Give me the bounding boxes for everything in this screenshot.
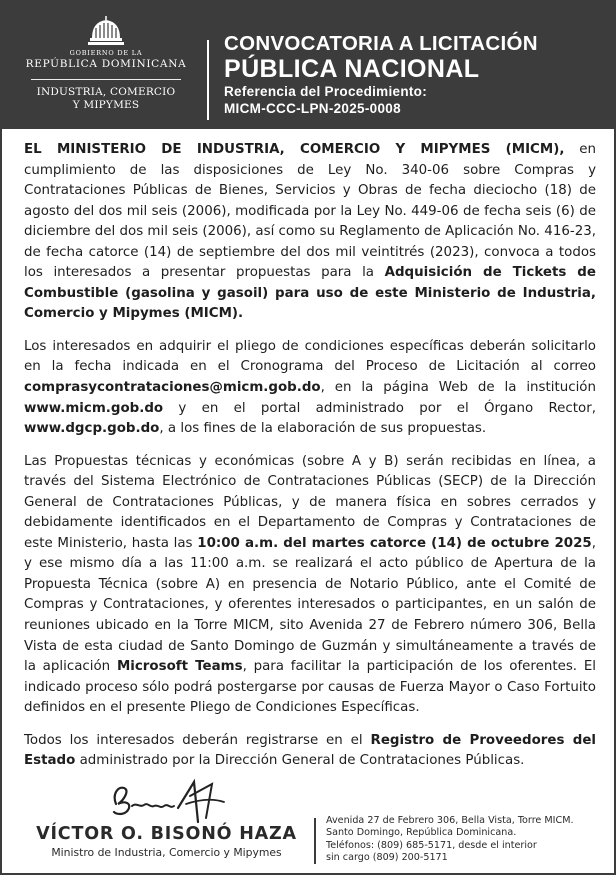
ministry-line-2: Y MIPYMES <box>72 99 140 111</box>
paragraph-4 <box>24 731 596 772</box>
teams-app: Microsoft Teams <box>116 659 243 675</box>
address-line-4: sin cargo (809) 200-5171 <box>326 852 448 864</box>
p4-text-a: Todos los interesados deberán registrarse en el <box>24 732 371 748</box>
address-line-2: Santo Domingo, República Dominicana. <box>326 827 517 839</box>
title-line-1: CONVOCATORIA A LICITACIÓN <box>224 32 538 55</box>
footer-divider <box>314 818 316 864</box>
ministry-name: EL MINISTERIO DE INDUSTRIA, COMERCIO Y MIPYMES (MICM), <box>24 142 565 157</box>
logo-divider <box>31 79 181 80</box>
country-label: REPÚBLICA DOMINICANA <box>25 58 187 70</box>
reference-code: MICM-CCC-LPN-2025-0008 <box>224 101 401 116</box>
signer-role: Ministro de Industria, Comercio y Mipymes <box>51 846 282 859</box>
government-label: GOBIERNO DE LA <box>69 49 143 57</box>
p3-text-e: , para facilitar la participación de los oferentes. El indicado proceso sólo podrá postergarse por causas de Fuerza Mayor o Caso Fortuito definidos en el presente Pliego de Condiciones Específicas. <box>24 659 596 716</box>
ministry-line-1: INDUSTRIA, COMERCIO <box>36 86 176 98</box>
reference-label: Referencia del Procedimiento: <box>224 84 428 99</box>
address-line-1: Avenida 27 de Febrero 306, Bella Vista, Torre MICM. <box>326 815 574 826</box>
title-block <box>224 32 609 117</box>
handwritten-signature <box>102 778 232 826</box>
government-logo <box>12 16 200 112</box>
paragraph-3 <box>24 452 596 719</box>
header-divider <box>207 40 209 120</box>
announcement-body <box>24 140 596 784</box>
supplier-registry: Registro de Proveedores del Estado <box>24 732 596 769</box>
title-line-2: PÚBLICA NACIONAL <box>224 55 480 83</box>
p2-text-e: y en el portal administrado por el Órgano Rector, <box>163 400 596 416</box>
paragraph-1 <box>24 140 596 325</box>
signer-name: VÍCTOR O. BISONÓ HAZA <box>36 824 297 844</box>
p2-text-c: , en la página Web de la institución <box>320 380 596 396</box>
p2-text-a: Los interesados en adquirir el pliego de condiciones específicas deberán solicitarlo en la fecha indicada en el Cronograma del Proceso de Licitación al correo <box>24 338 596 375</box>
p1-text: en cumplimiento de las disposiciones de Ley No. 340-06 sobre Compras y Contrataciones Públicas de Bienes, Servicios y Obras de fecha dieciocho (18) de agosto del dos mil seis (2006), modificada por la Ley No. 449-06 de fecha seis (6) de diciembre del dos mil seis (2006), así como su Reglamento de Aplicación No. 416-23, de fecha catorce (14) de septiembre del dos mil veintitrés (2023), convoca a todos los interesados a presentar propuestas para la <box>24 142 597 281</box>
p3-text-c: , y ese mismo día a las 11:00 a.m. se realizará el acto público de Apertura de la Propuesta Técnica (sobre A) en presencia de Notario Público, ante el Comité de Compras y Contrataciones, y oferentes interesados o participantes, en un salón de reuniones ubicado en la Torre MICM, sito Avenida 27 de Febrero número 306, Bella Vista de esta ciudad de Santo Domingo de Guzmán y simultáneamente a través de la aplicación <box>24 535 596 675</box>
micm-website: www.micm.gob.do <box>24 400 164 416</box>
p2-text-g: , a los fines de la elaboración de sus propuestas. <box>159 421 487 437</box>
paragraph-2 <box>24 337 596 440</box>
signature-block <box>24 778 309 868</box>
procurement-subject: Adquisición de Tickets de Combustible (gasolina y gasoil) para uso de este Ministerio de Industria, Comercio y Mipymes (MICM). <box>24 265 596 322</box>
submission-deadline: 10:00 a.m. del martes catorce (14) de octubre 2025 <box>197 535 592 551</box>
p3-text-a: Las Propuestas técnicas y económicas (sobre A y B) serán recibidas en línea, a través del Sistema Electrónico de Contrataciones Públicas (SECP) de la Dirección General de Contrataciones Públicas, y de manera física en sobres cerrados y debidamente identificados en el Departamento de Compras y Contrataciones de este Ministerio, hasta las <box>24 453 596 551</box>
p4-text-c: administrado por la Dirección General de Contrataciones Públicas. <box>75 753 525 769</box>
government-crest-icon <box>86 16 126 46</box>
header-banner <box>2 2 614 129</box>
address-block <box>326 815 608 865</box>
dgcp-website: www.dgcp.gob.do <box>24 421 160 437</box>
procurement-email: comprasycontrataciones@micm.gob.do <box>24 380 321 396</box>
address-line-3: Teléfonos: (809) 685-5171, desde el interior <box>326 839 537 851</box>
